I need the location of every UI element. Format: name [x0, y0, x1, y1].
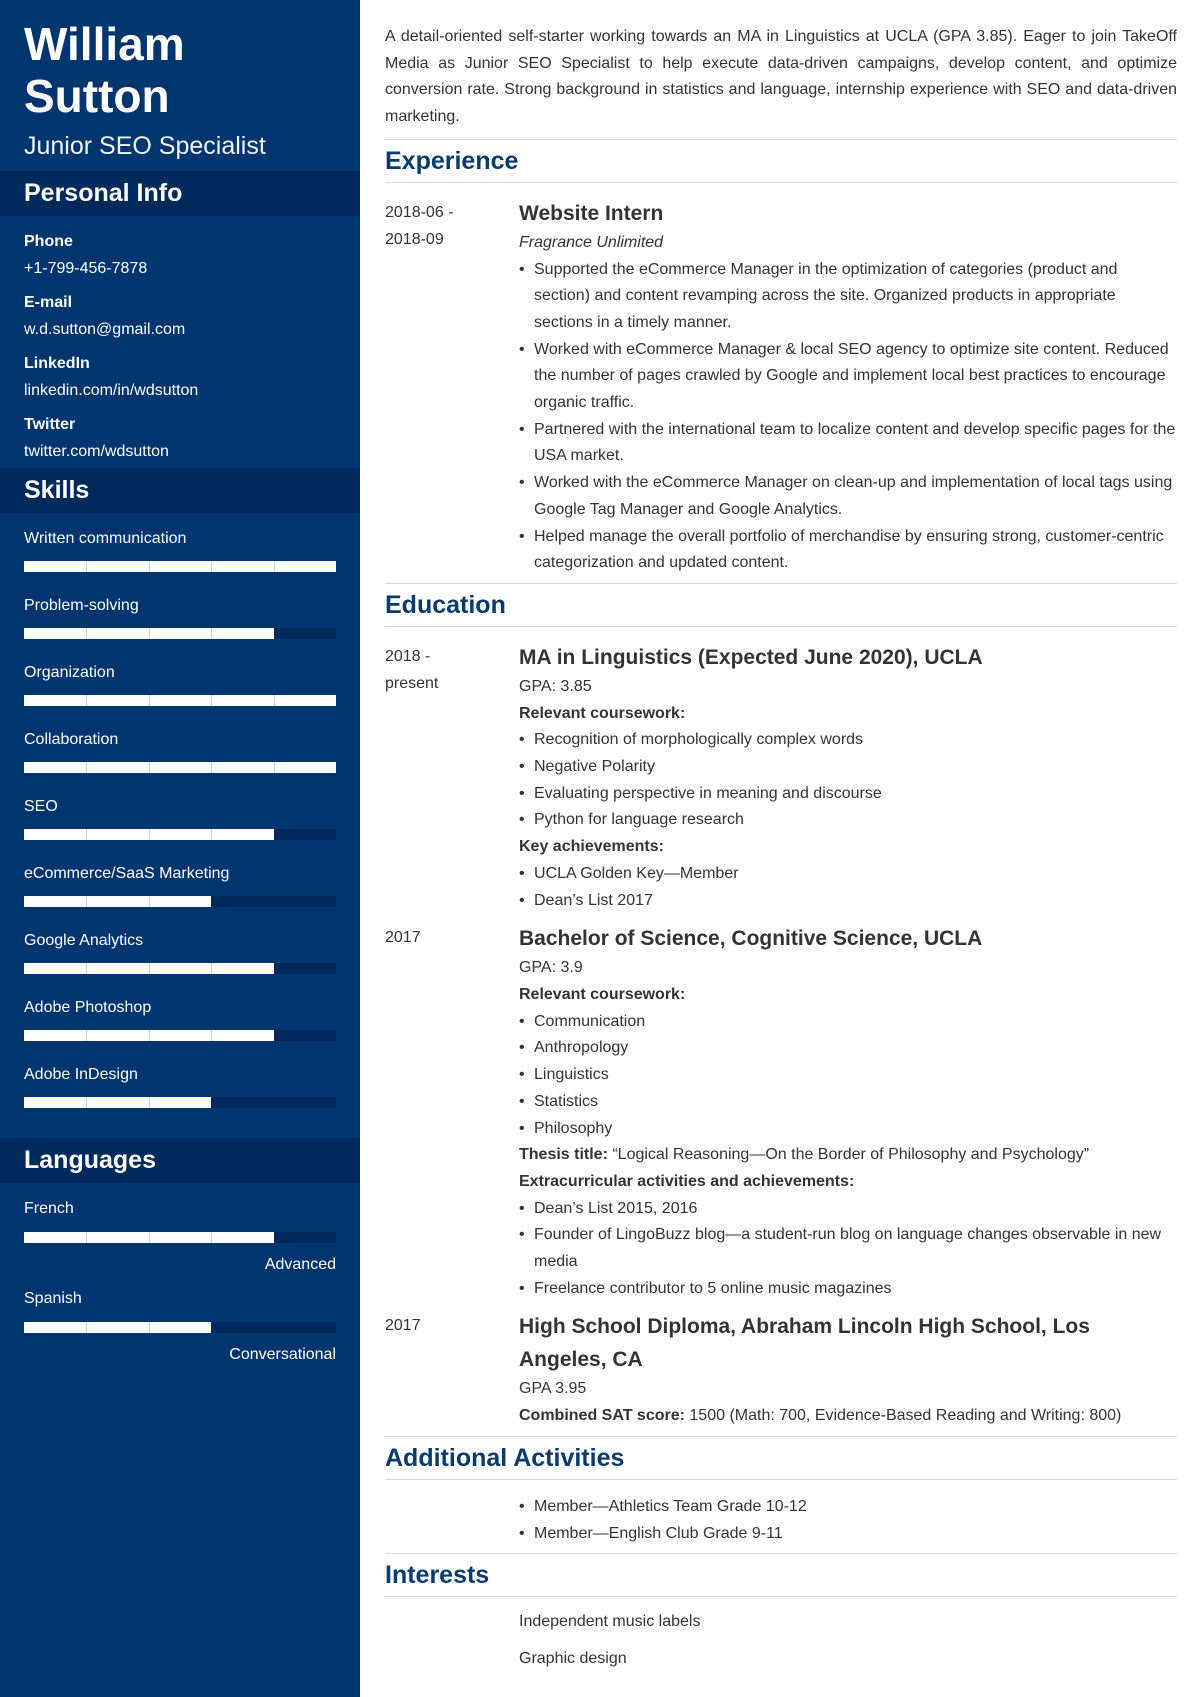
- skill-item: [24, 655, 336, 722]
- bar-segment-divider: [211, 1232, 212, 1243]
- thesis-title: “Logical Reasoning—On the Border of Philosophy and Psychology”: [607, 1146, 1090, 1164]
- skill-level-fill: [24, 695, 336, 706]
- skill-item: [24, 588, 336, 655]
- language-level-label: Conversational: [229, 1346, 336, 1363]
- skill-level-bar: [24, 1097, 336, 1108]
- list-item: • Founder of LingoBuzz blog—a student-run blog on language changes observable in new media: [519, 1222, 1177, 1275]
- email-label: E-mail: [24, 294, 73, 311]
- twitter-label: Twitter: [24, 416, 76, 433]
- coursework-label: Relevant coursework:: [519, 704, 686, 722]
- sat-score: [519, 1403, 1177, 1430]
- skill-name: Organization: [24, 664, 115, 681]
- education-entry-bs: [385, 922, 1177, 1302]
- entry-title: High School Diploma, Abraham Lincoln High School, Los Angeles, CA: [519, 1315, 1090, 1372]
- education-entry-ma: [385, 641, 1177, 914]
- bar-segment-divider: [211, 829, 212, 840]
- skill-item: [24, 722, 336, 789]
- skill-name: Adobe Photoshop: [24, 999, 152, 1016]
- experience-heading: Experience: [385, 139, 1177, 183]
- list-item: • UCLA Golden Key—Member: [519, 861, 1177, 888]
- skill-level-bar: [24, 1030, 336, 1041]
- skill-level-fill: [24, 1097, 211, 1108]
- bar-segment-divider: [149, 1097, 150, 1108]
- bar-segment-divider: [211, 762, 212, 773]
- candidate-last-name: Sutton: [24, 70, 170, 122]
- thesis: [519, 1142, 1177, 1169]
- language-level-bar: [24, 1322, 336, 1333]
- bar-segment-divider: [86, 762, 87, 773]
- language-name: French: [24, 1200, 74, 1217]
- skill-level-bar: [24, 896, 336, 907]
- entry-date: 2017: [385, 1317, 421, 1335]
- skills-list: [0, 513, 360, 1138]
- entry-date: [385, 644, 495, 697]
- language-level-bar: [24, 1232, 336, 1243]
- list-item: • Member—English Club Grade 9-11: [519, 1521, 1177, 1548]
- sat-label: Combined SAT score:: [519, 1407, 685, 1425]
- bar-segment-divider: [211, 1030, 212, 1041]
- bar-segment-divider: [274, 762, 275, 773]
- additional-activities-heading: Additional Activities: [385, 1436, 1177, 1480]
- personal-info-heading: Personal Info: [0, 171, 360, 216]
- list-item: • Dean’s List 2015, 2016: [519, 1196, 1177, 1223]
- skill-level-fill: [24, 762, 336, 773]
- skill-name: eCommerce/SaaS Marketing: [24, 865, 230, 882]
- list-item: • Linguistics: [519, 1062, 1177, 1089]
- phone-label: Phone: [24, 233, 73, 250]
- entry-title: MA in Linguistics (Expected June 2020), UCLA: [519, 645, 983, 669]
- bar-segment-divider: [211, 628, 212, 639]
- bar-segment-divider: [86, 561, 87, 572]
- candidate-first-name: William: [24, 18, 185, 70]
- bar-segment-divider: [149, 1322, 150, 1333]
- job-title: Junior SEO Specialist: [24, 132, 266, 160]
- email-value[interactable]: w.d.sutton@gmail.com: [24, 321, 186, 338]
- skill-name: Problem-solving: [24, 597, 139, 614]
- list-item: • Philosophy: [519, 1116, 1177, 1143]
- list-item: • Evaluating perspective in meaning and discourse: [519, 781, 1177, 808]
- list-item: • Communication: [519, 1009, 1177, 1036]
- list-item: • Anthropology: [519, 1035, 1177, 1062]
- list-item: • Recognition of morphologically complex words: [519, 727, 1177, 754]
- gpa: GPA 3.95: [519, 1380, 587, 1398]
- skill-item: [24, 789, 336, 856]
- skill-name: Collaboration: [24, 731, 119, 748]
- list-item: • Partnered with the international team to localize content and develop specific pages for the USA market.: [519, 417, 1177, 470]
- activities-list: [385, 1494, 1177, 1547]
- bar-segment-divider: [211, 963, 212, 974]
- entry-date-start: 2018 -: [385, 647, 431, 665]
- bar-segment-divider: [149, 1232, 150, 1243]
- experience-entry: [385, 197, 1177, 577]
- entry-date-start: 2018-06 -: [385, 203, 454, 221]
- summary: A detail-oriented self-starter working towards an MA in Linguistics at UCLA (GPA 3.85). Eager to join TakeOff Media as Junior SEO Specialist to help execute data-driven campaigns, develop content, and optimize conversion rate. Strong background in statistics and language, internship experience with SEO and data-driven marketing.: [385, 28, 1177, 126]
- twitter-value[interactable]: twitter.com/wdsutton: [24, 443, 169, 460]
- bar-segment-divider: [86, 695, 87, 706]
- phone-value[interactable]: +1-799-456-7878: [24, 260, 148, 277]
- personal-info-list: [0, 216, 360, 468]
- list-item: • Dean’s List 2017: [519, 888, 1177, 915]
- entry-date-end: 2018-09: [385, 230, 444, 248]
- entry-date: [385, 200, 495, 253]
- extracurricular-list: [519, 1196, 1177, 1303]
- linkedin-label: LinkedIn: [24, 355, 90, 372]
- responsibilities-list: [519, 257, 1177, 577]
- skills-heading: Skills: [0, 468, 360, 513]
- entry-date: 2017: [385, 929, 421, 947]
- entry-title: Bachelor of Science, Cognitive Science, UCLA: [519, 927, 983, 951]
- interest-item: Graphic design: [519, 1649, 627, 1667]
- skill-level-fill: [24, 896, 211, 907]
- gpa: GPA: 3.85: [519, 677, 592, 695]
- skill-item: [24, 856, 336, 923]
- skill-item: [24, 521, 336, 588]
- skill-item: [24, 990, 336, 1057]
- languages-list: [0, 1183, 360, 1369]
- list-item: • Statistics: [519, 1089, 1177, 1116]
- skill-name: Google Analytics: [24, 932, 144, 949]
- candidate-name: [24, 18, 336, 122]
- bar-segment-divider: [211, 561, 212, 572]
- coursework-label: Relevant coursework:: [519, 985, 686, 1003]
- bar-segment-divider: [86, 829, 87, 840]
- bar-segment-divider: [86, 628, 87, 639]
- linkedin-value[interactable]: linkedin.com/in/wdsutton: [24, 382, 199, 399]
- gpa: GPA: 3.9: [519, 959, 583, 977]
- list-item: • Freelance contributor to 5 online music magazines: [519, 1276, 1177, 1303]
- bar-segment-divider: [274, 695, 275, 706]
- main-content: [385, 0, 1177, 1673]
- bar-segment-divider: [149, 1030, 150, 1041]
- list-item: • Member—Athletics Team Grade 10-12: [519, 1494, 1177, 1521]
- sidebar: [0, 0, 360, 1697]
- language-level-fill: [24, 1232, 274, 1243]
- bar-segment-divider: [86, 1232, 87, 1243]
- bar-segment-divider: [149, 695, 150, 706]
- company-name: Fragrance Unlimited: [519, 233, 664, 251]
- interest-item: Independent music labels: [519, 1613, 701, 1631]
- skill-name: Adobe InDesign: [24, 1066, 138, 1083]
- extracurricular-label: Extracurricular activities and achievements:: [519, 1172, 855, 1190]
- bar-segment-divider: [211, 695, 212, 706]
- skill-item: [24, 923, 336, 990]
- bar-segment-divider: [86, 1322, 87, 1333]
- entry-title: Website Intern: [519, 201, 664, 225]
- skill-name: Written communication: [24, 530, 187, 547]
- language-name: Spanish: [24, 1290, 82, 1307]
- skill-level-fill: [24, 829, 274, 840]
- coursework-list: [519, 1009, 1177, 1143]
- thesis-label: Thesis title:: [519, 1146, 608, 1164]
- skill-name: SEO: [24, 798, 58, 815]
- skill-level-bar: [24, 762, 336, 773]
- bar-segment-divider: [274, 561, 275, 572]
- sat-value: 1500 (Math: 700, Evidence-Based Reading and Writing: 800): [684, 1407, 1122, 1425]
- skill-level-bar: [24, 695, 336, 706]
- skill-level-fill: [24, 963, 274, 974]
- language-level-label: Advanced: [264, 1256, 336, 1273]
- bar-segment-divider: [149, 762, 150, 773]
- skill-level-bar: [24, 628, 336, 639]
- bar-segment-divider: [149, 896, 150, 907]
- bar-segment-divider: [86, 1097, 87, 1108]
- achievements-label: Key achievements:: [519, 838, 664, 856]
- education-entry-hs: [385, 1310, 1177, 1429]
- skill-level-fill: [24, 561, 336, 572]
- bar-segment-divider: [149, 561, 150, 572]
- education-heading: Education: [385, 583, 1177, 627]
- list-item: • Helped manage the overall portfolio of merchandise by ensuring strong, customer-centric categorization and updated content.: [519, 524, 1177, 577]
- language-level-fill: [24, 1322, 211, 1333]
- bar-segment-divider: [86, 1030, 87, 1041]
- skill-level-fill: [24, 1030, 274, 1041]
- bar-segment-divider: [86, 963, 87, 974]
- language-item: [24, 1279, 336, 1369]
- language-item: [24, 1189, 336, 1279]
- list-item: • Python for language research: [519, 807, 1177, 834]
- skill-item: [24, 1057, 336, 1124]
- bar-segment-divider: [149, 628, 150, 639]
- coursework-list: [519, 727, 1177, 834]
- achievements-list: [519, 861, 1177, 914]
- bar-segment-divider: [86, 896, 87, 907]
- name-block: [0, 0, 360, 171]
- list-item: • Worked with the eCommerce Manager on clean-up and implementation of local tags using Google Tag Manager and Google Analytics.: [519, 470, 1177, 523]
- list-item: • Worked with eCommerce Manager & local SEO agency to optimize site content. Reduced the number of pages crawled by Google and implement local best practices to encourage organic traffic.: [519, 337, 1177, 417]
- interests-heading: Interests: [385, 1553, 1177, 1597]
- skill-level-bar: [24, 829, 336, 840]
- bar-segment-divider: [149, 963, 150, 974]
- skill-level-bar: [24, 963, 336, 974]
- list-item: • Supported the eCommerce Manager in the optimization of categories (product and section) and content revamping across the site. Organized products in appropriate sections in a timely manner.: [519, 257, 1177, 337]
- skill-level-fill: [24, 628, 274, 639]
- entry-date-end: present: [385, 674, 439, 692]
- bar-segment-divider: [149, 829, 150, 840]
- languages-heading: Languages: [0, 1138, 360, 1183]
- skill-level-bar: [24, 561, 336, 572]
- list-item: • Negative Polarity: [519, 754, 1177, 781]
